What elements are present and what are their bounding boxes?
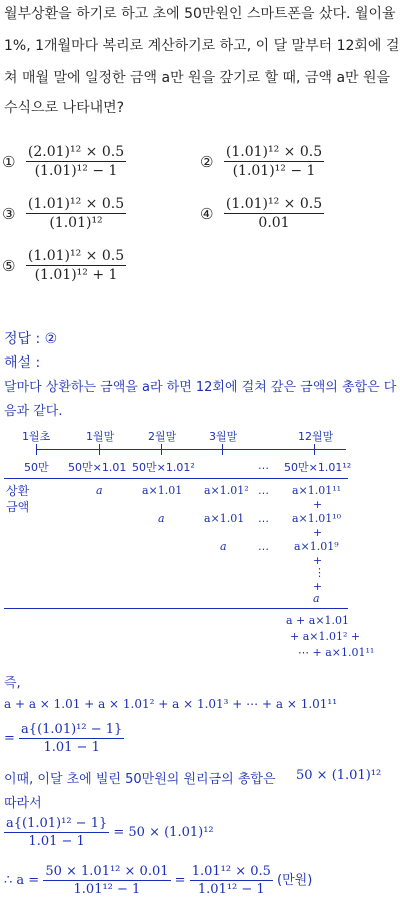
sum-line-3: ⋯ + a×1.01¹¹ — [298, 646, 375, 659]
row2-cell-1: a — [158, 512, 165, 525]
option-2-numerator: (1.01)¹² × 0.5 — [225, 144, 323, 160]
sum-line-2: + a×1.01² + — [290, 630, 361, 643]
option-2-denominator: (1.01)¹² − 1 — [232, 163, 316, 179]
row1-cell-5: a×1.01¹¹ — [292, 484, 342, 497]
plus-sign: + — [313, 580, 323, 593]
option-4-numerator: (1.01)¹² × 0.5 — [225, 196, 323, 212]
timeline-value-1: 50만 — [24, 461, 49, 474]
timeline-value-5: 50만×1.01¹² — [284, 461, 352, 474]
row2-ellipsis: … — [258, 512, 269, 525]
timeline-tick — [161, 444, 162, 455]
row2-cell-4: a×1.01¹⁰ — [292, 512, 342, 525]
timeline-header-3: 2월말 — [148, 430, 177, 443]
equation-2 — [4, 816, 214, 849]
question-line-1: 월부상환을 하기로 하고 초에 50만원인 스마트폰을 샀다. 월이율 — [4, 6, 396, 22]
option-5[interactable] — [2, 248, 126, 283]
option-1[interactable] — [2, 144, 126, 179]
row1-cell-3: a×1.01² — [204, 484, 249, 497]
option-3[interactable] — [2, 196, 126, 231]
option-5-mark: ⑤ — [2, 256, 16, 275]
option-3-denominator: (1.01)¹² — [49, 215, 103, 231]
option-5-numerator: (1.01)¹² × 0.5 — [27, 248, 125, 264]
row1-cell-2: a×1.01 — [142, 484, 183, 497]
timeline-header-1: 1월초 — [22, 430, 51, 443]
question-line-2: 1%, 1개월마다 복리로 계산하기로 하고, 이 달 말부터 12회에 걸 — [4, 38, 400, 54]
final-equals: = — [174, 873, 186, 888]
final-denominator-1: 1.01¹² − 1 — [73, 882, 141, 897]
timeline-tick — [36, 444, 37, 455]
plus-sign: + — [313, 554, 323, 567]
timeline-header-5: 12월말 — [298, 430, 334, 443]
row3-cell-3: a×1.01⁹ — [294, 540, 339, 553]
therefore-text: 따라서 — [4, 796, 42, 811]
option-4[interactable] — [200, 196, 324, 231]
eq2-numerator: a{(1.01)¹² − 1} — [6, 816, 108, 831]
row2-cell-2: a×1.01 — [204, 512, 245, 525]
timeline-axis — [36, 449, 346, 450]
question-line-3: 쳐 매월 말에 일정한 금액 a만 원을 갚기로 할 때, 금액 a만 원을 — [4, 70, 391, 86]
option-2-mark: ② — [200, 152, 214, 171]
option-2[interactable] — [200, 144, 324, 179]
sum-line-1: a + a×1.01 — [286, 614, 350, 627]
final-numerator-2: 1.01¹² × 0.5 — [191, 864, 271, 879]
option-1-denominator: (1.01)¹² − 1 — [34, 163, 118, 179]
final-formula — [4, 864, 312, 897]
timeline-tick — [99, 444, 100, 455]
question-line-4: 수식으로 나타내면? — [4, 100, 125, 116]
solution-label: 해설 : — [4, 355, 41, 371]
row3-cell-1: a — [220, 540, 227, 553]
final-denominator-2: 1.01¹² − 1 — [197, 882, 265, 897]
unit-label: (만원) — [277, 873, 313, 888]
sum-formula — [4, 722, 124, 755]
row1-cell-1: a — [96, 484, 103, 497]
option-3-mark: ③ — [2, 204, 16, 223]
sum-divider — [4, 608, 348, 609]
solution-line-1: 달마다 상환하는 금액을 a라 하면 12회에 걸쳐 갚은 금액의 총합은 다 — [4, 380, 397, 395]
timeline-header-4: 3월말 — [209, 430, 238, 443]
eq2-denominator: 1.01 − 1 — [28, 834, 85, 849]
plus-sign: + — [313, 498, 323, 511]
amount-label: 금액 — [6, 500, 30, 514]
series-expression: a + a × 1.01 + a × 1.01² + a × 1.01³ + ⋯ + a × 1.01¹¹ — [4, 697, 338, 711]
solution-line-2: 음과 같다. — [4, 404, 63, 419]
option-1-numerator: (2.01)¹² × 0.5 — [27, 144, 125, 160]
option-4-denominator: 0.01 — [258, 215, 290, 231]
timeline-tick — [314, 444, 315, 455]
eq2-rhs: = 50 × (1.01)¹² — [113, 825, 214, 840]
option-4-mark: ④ — [200, 204, 214, 223]
loan-value: 50 × (1.01)¹² — [296, 768, 382, 783]
final-prefix: ∴ a = — [4, 873, 40, 888]
row1-ellipsis: … — [258, 484, 269, 497]
repay-label: 상환 — [6, 484, 30, 498]
plus-sign: + — [313, 526, 323, 539]
timeline-value-ellipsis: … — [258, 459, 269, 472]
timeline-value-2: 50만×1.01 — [68, 461, 127, 474]
equals-sign: = — [4, 731, 15, 746]
sum-denominator: 1.01 − 1 — [43, 740, 100, 755]
that-is-label: 즉, — [4, 676, 21, 691]
loan-text: 이때, 이달 초에 빌린 50만원의 원리금의 총합은 — [4, 772, 276, 787]
option-3-numerator: (1.01)¹² × 0.5 — [27, 196, 125, 212]
option-5-denominator: (1.01)¹² + 1 — [34, 267, 118, 283]
timeline-header-2: 1월말 — [86, 430, 115, 443]
timeline-divider — [4, 478, 348, 479]
option-1-mark: ① — [2, 152, 16, 171]
row3-ellipsis: … — [258, 540, 269, 553]
timeline-tick — [222, 444, 223, 455]
timeline-value-3: 50만×1.01² — [132, 461, 195, 474]
vertical-dots: ⋮ — [314, 566, 325, 579]
answer-label: 정답 : ② — [4, 331, 58, 347]
sum-numerator: a{(1.01)¹² − 1} — [21, 722, 123, 737]
final-numerator-1: 50 × 1.01¹² × 0.01 — [45, 864, 169, 879]
last-term: a — [313, 592, 320, 605]
